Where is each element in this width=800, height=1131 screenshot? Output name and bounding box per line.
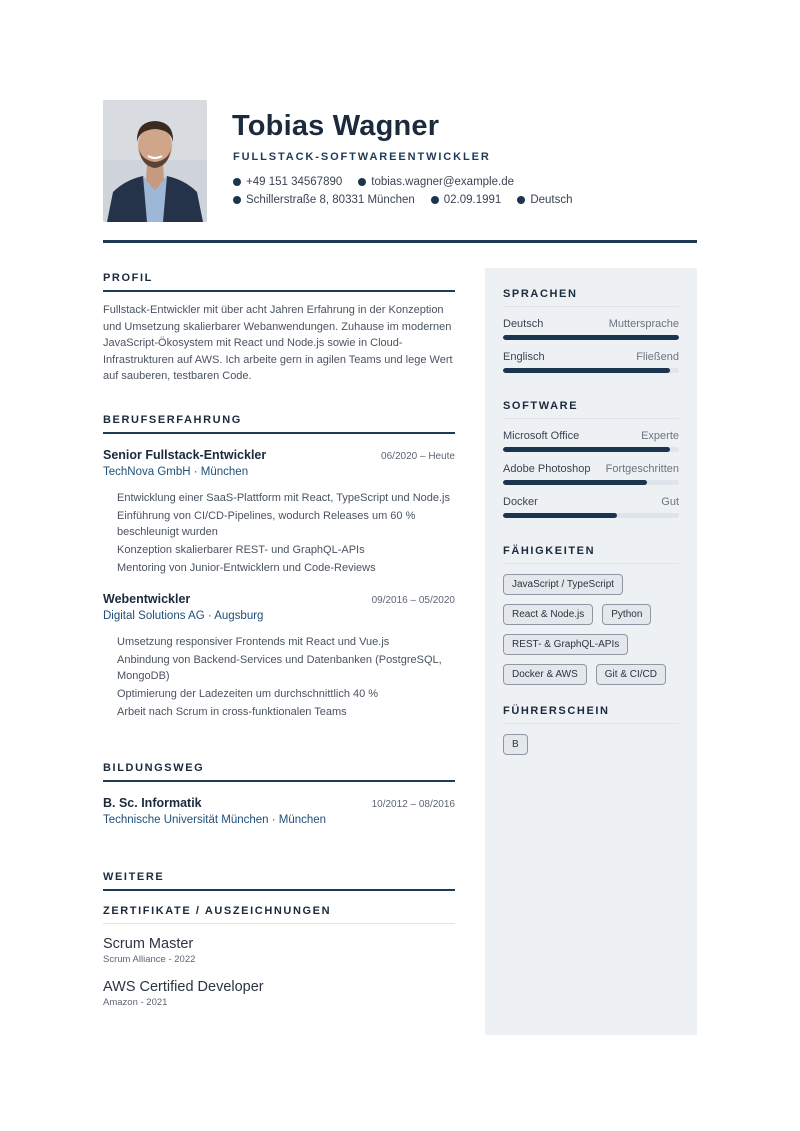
skill-bar-fill (503, 447, 670, 452)
education-entry (103, 796, 455, 826)
contact-birthdate (431, 194, 502, 206)
job-entry-title: Webentwickler (103, 592, 191, 606)
header-divider (103, 240, 697, 243)
skill-bar (503, 480, 679, 485)
education-section (103, 762, 455, 826)
software-section (503, 400, 679, 518)
job-entry (103, 448, 455, 576)
profile-photo (103, 100, 207, 222)
license-tags (503, 734, 679, 755)
profile-section (103, 272, 455, 385)
email-icon (358, 178, 366, 186)
skill-level: Fortgeschritten (605, 463, 679, 475)
education-degree: B. Sc. Informatik (103, 796, 202, 810)
sidebar (485, 268, 697, 1035)
skill-level: Gut (661, 496, 679, 508)
job-entry (103, 592, 455, 720)
skill-bar-fill (503, 335, 679, 340)
education-school: Technische Universität München · München (103, 814, 327, 826)
skill-level: Experte (641, 430, 679, 442)
job-bullet: Konzeption skalierbarer REST- und GraphQL-APIs (117, 544, 365, 556)
job-entry-date: 09/2016 – 05/2020 (371, 595, 455, 606)
license-section (503, 705, 679, 755)
nationality-icon (517, 196, 525, 204)
skill-level: Muttersprache (608, 318, 679, 330)
certificate-meta: Amazon - 2021 (103, 997, 168, 1008)
skill-bar (503, 368, 679, 373)
skill-tag: React & Node.js (503, 604, 593, 625)
skill-row (503, 496, 679, 508)
contact-text: Schillerstraße 8, 80331 München (246, 194, 415, 206)
skill-level: Fließend (636, 351, 679, 363)
job-bullet: Mentoring von Junior-Entwicklern und Code-Reviews (117, 562, 376, 574)
job-bullet: Einführung von CI/CD-Pipelines, wodurch Releases um 60 % beschleunigt wurden (117, 510, 416, 538)
section-heading: BILDUNGSWEG (103, 762, 455, 782)
skill-bar-fill (503, 480, 647, 485)
phone-icon (233, 178, 241, 186)
skill-bar-fill (503, 513, 617, 518)
job-bullet: Entwicklung einer SaaS-Plattform mit React, TypeScript und Node.js (117, 492, 451, 504)
contact-list (233, 176, 703, 206)
skill-row (503, 351, 679, 363)
section-heading: WEITERE (103, 871, 455, 891)
skill-tag: REST- & GraphQL-APIs (503, 634, 628, 655)
skill-tags (503, 574, 679, 685)
profile-text: Fullstack-Entwickler mit über acht Jahren Erfahrung in der Konzeption und Umsetzung skalierbarer Webanwendungen. Zuhause im modernen JavaScript-Ökosystem mit React und Node.js sowie in Cloud-Infrastrukturen auf AWS. Ich arbeite gern in agilen Teams und lege Wert auf sauberen, testbaren Code. (103, 304, 453, 382)
skill-bar-fill (503, 368, 670, 373)
skill-name: Microsoft Office (503, 430, 580, 442)
sidebar-heading: FÜHRERSCHEIN (503, 705, 679, 724)
skill-row (503, 318, 679, 330)
contact-text: tobias.wagner@example.de (371, 176, 514, 188)
sidebar-heading: FÄHIGKEITEN (503, 545, 679, 564)
job-bullets (117, 490, 455, 576)
certificate-name: Scrum Master (103, 936, 194, 952)
job-bullet: Anbindung von Backend-Services und Datenbanken (PostgreSQL, MongoDB) (117, 654, 442, 682)
contact-address (233, 194, 415, 206)
further-section (103, 871, 455, 1008)
location-icon (233, 196, 241, 204)
contact-email (358, 176, 514, 188)
skill-tag: Docker & AWS (503, 664, 587, 685)
certificates-heading: ZERTIFIKATE / AUSZEICHNUNGEN (103, 905, 455, 924)
section-heading: PROFIL (103, 272, 455, 292)
skill-tag: Git & CI/CD (596, 664, 666, 685)
contact-phone (233, 176, 342, 188)
skill-tag: Python (602, 604, 651, 625)
skill-name: Englisch (503, 351, 545, 363)
experience-section (103, 414, 455, 722)
job-bullet: Arbeit nach Scrum in cross-funktionalen Teams (117, 706, 347, 718)
job-bullet: Umsetzung responsiver Frontends mit React und Vue.js (117, 636, 390, 648)
skill-bar (503, 447, 679, 452)
job-bullet: Optimierung der Ladezeiten um durchschnittlich 40 % (117, 688, 379, 700)
contact-text: Deutsch (530, 194, 573, 206)
job-entry-company: TechNova GmbH · München (103, 466, 249, 478)
section-heading: BERUFSERFAHRUNG (103, 414, 455, 434)
job-entry-title: Senior Fullstack-Entwickler (103, 448, 267, 462)
certificate-name: AWS Certified Developer (103, 979, 264, 995)
skill-bar (503, 513, 679, 518)
languages-section (503, 288, 679, 373)
job-title: FULLSTACK-SOFTWAREENTWICKLER (233, 151, 491, 163)
skill-name: Deutsch (503, 318, 544, 330)
skill-name: Adobe Photoshop (503, 463, 591, 475)
job-entry-company: Digital Solutions AG · Augsburg (103, 610, 264, 622)
candidate-name: Tobias Wagner (232, 110, 440, 142)
license-tag: B (503, 734, 528, 755)
sidebar-heading: SOFTWARE (503, 400, 679, 419)
person-portrait-icon (103, 100, 207, 222)
sidebar-heading: SPRACHEN (503, 288, 679, 307)
skill-bar (503, 335, 679, 340)
certificate-meta: Scrum Alliance - 2022 (103, 954, 196, 965)
contact-text: +49 151 34567890 (246, 176, 343, 188)
skill-row (503, 463, 679, 475)
job-entry-date: 06/2020 – Heute (381, 451, 455, 462)
education-date: 10/2012 – 08/2016 (371, 799, 455, 810)
skill-tag: JavaScript / TypeScript (503, 574, 623, 595)
contact-text: 02.09.1991 (443, 194, 502, 206)
job-bullets (117, 634, 455, 720)
skill-row (503, 430, 679, 442)
skills-section (503, 545, 679, 685)
skill-name: Docker (503, 496, 538, 508)
contact-nationality (517, 194, 572, 206)
birthday-icon (431, 196, 439, 204)
